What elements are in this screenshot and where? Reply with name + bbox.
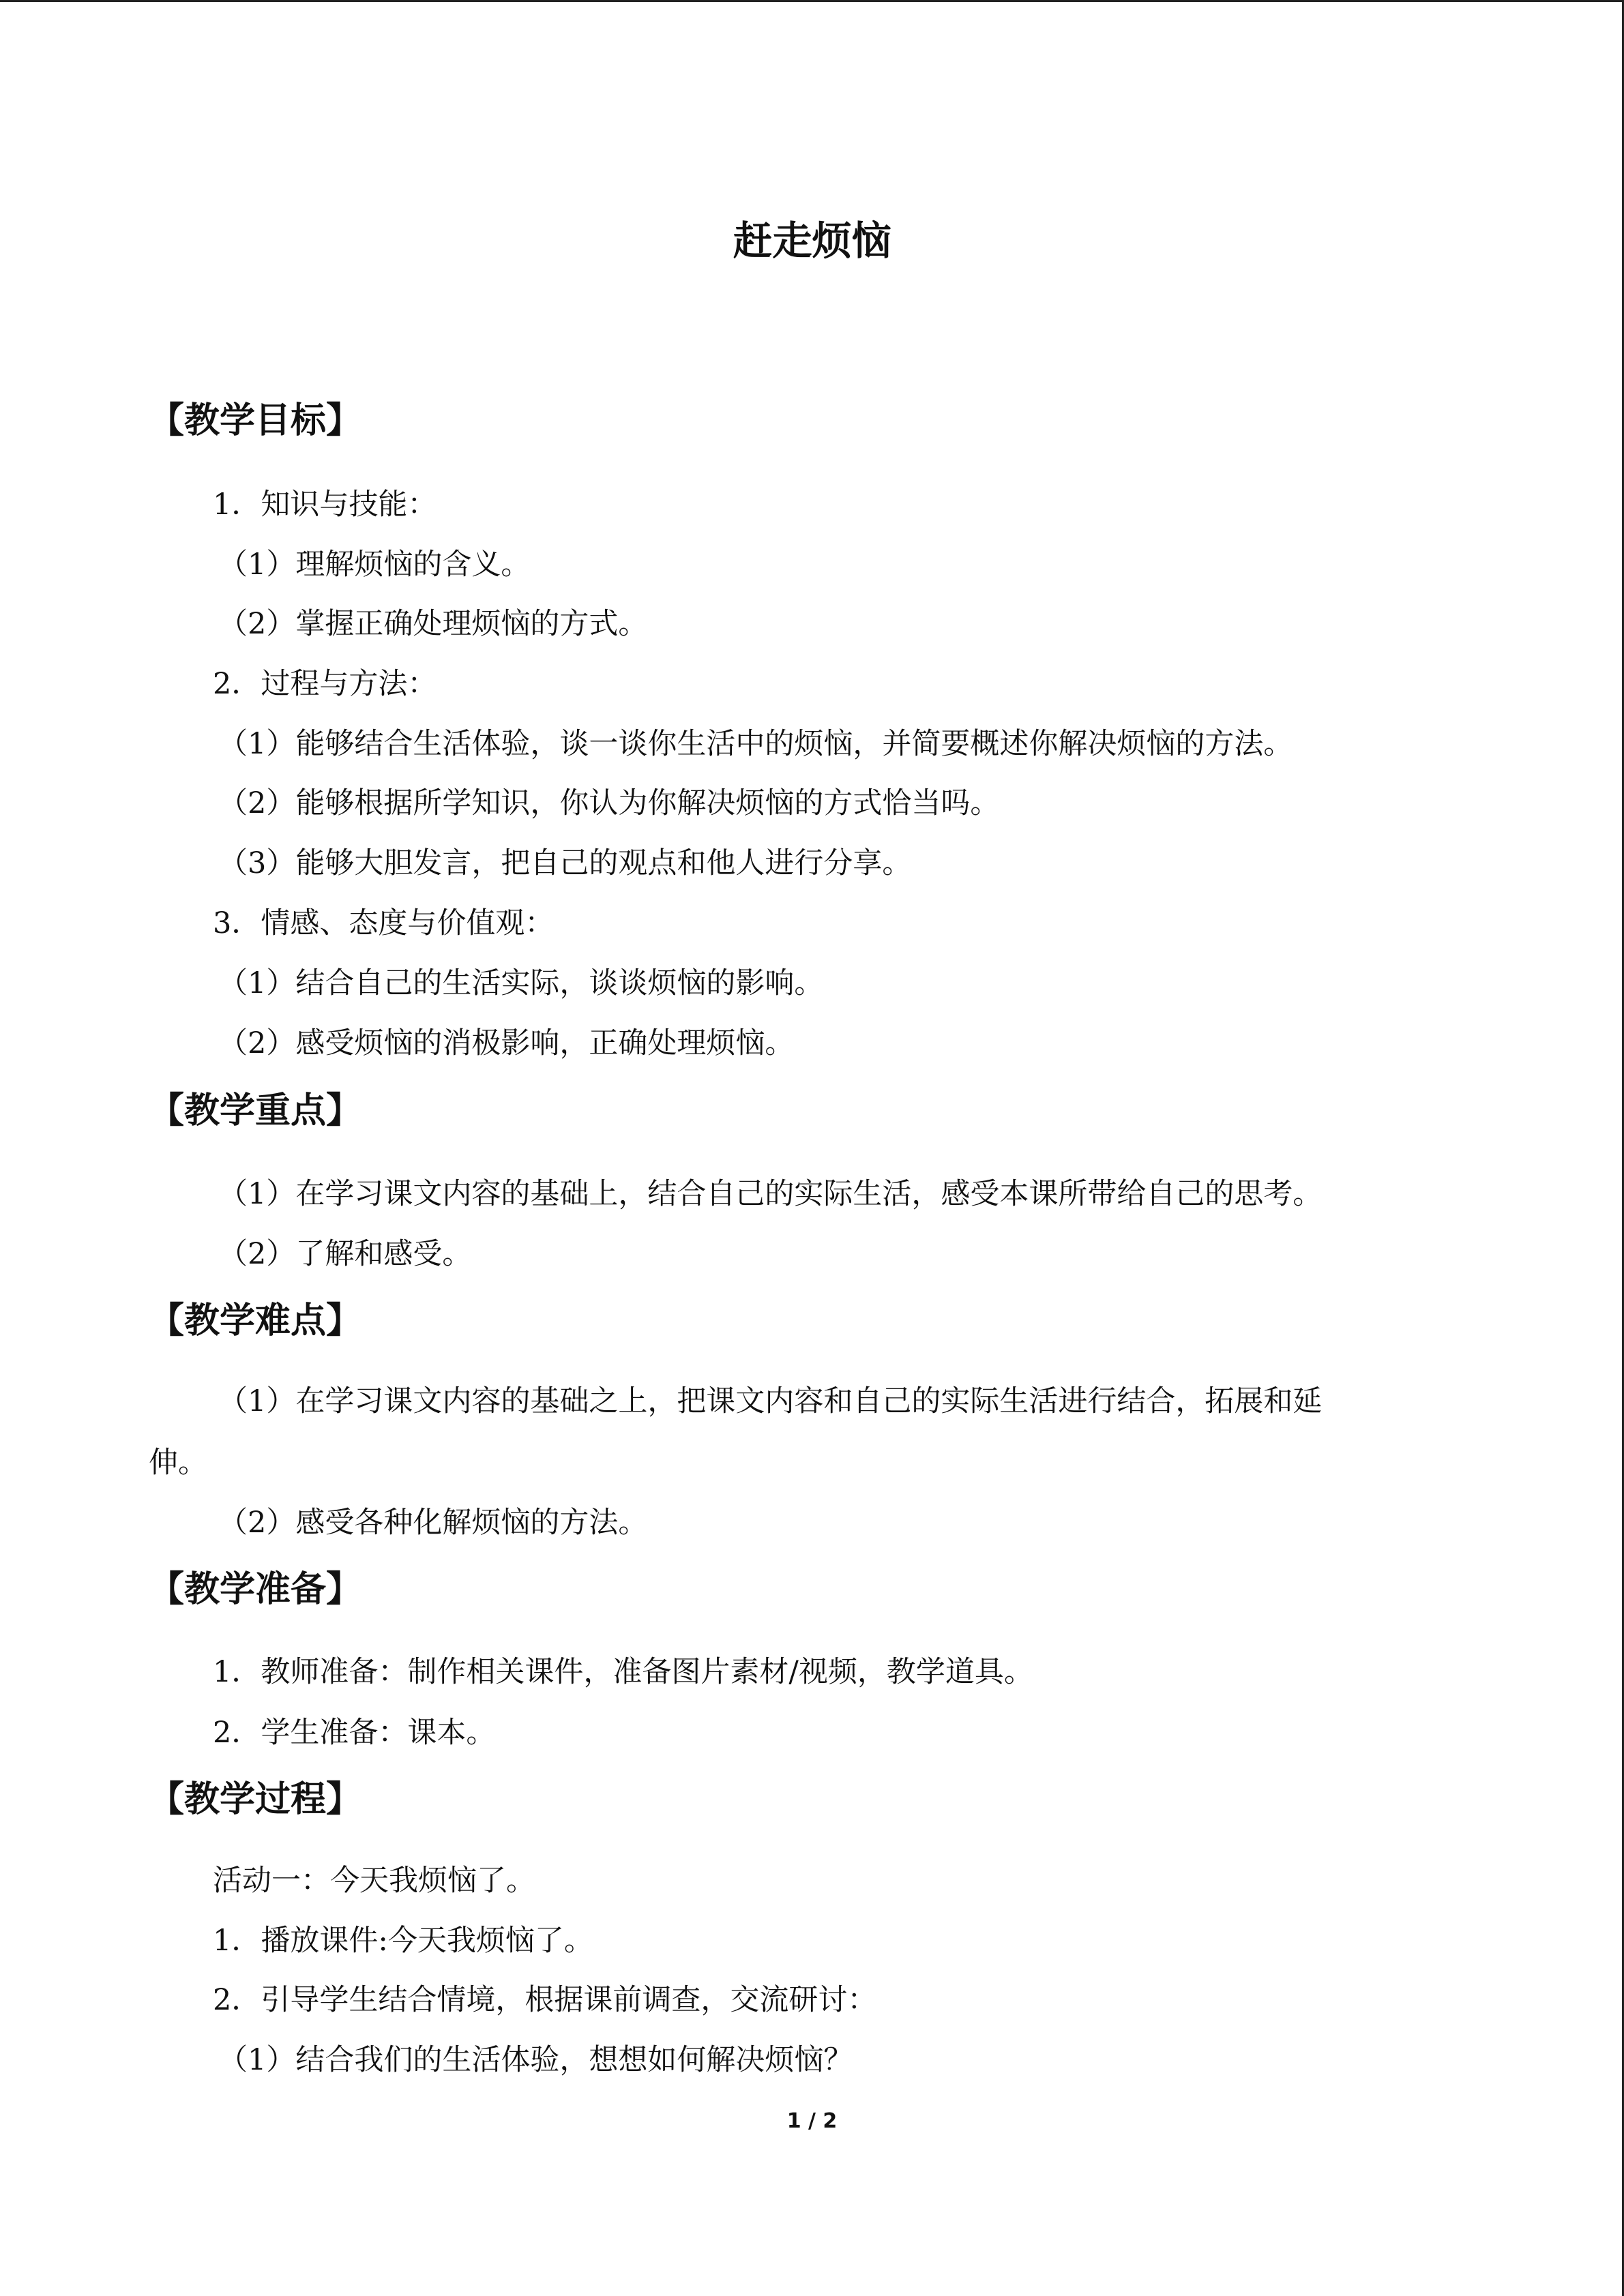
difficulty-line-3: （2）感受各种化解烦恼的方法。 — [218, 1506, 648, 1540]
objective-line-9: （1）结合自己的生活实际，谈谈烦恼的影响。 — [218, 966, 824, 1000]
key-point-line-2: （2）了解和感受。 — [218, 1237, 472, 1271]
objective-line-6: （2）能够根据所学知识，你认为你解决烦恼的方式恰当吗。 — [218, 786, 1000, 820]
process-line-2: 1．播放课件:今天我烦恼了。 — [213, 1924, 593, 1958]
page-number: 1 / 2 — [786, 2109, 838, 2133]
objective-line-4: 2．过程与方法： — [213, 667, 437, 701]
section-heading-difficulties: 【教学难点】 — [149, 1300, 362, 1341]
objective-line-2: （1）理解烦恼的含义。 — [218, 548, 531, 582]
objective-line-5: （1）能够结合生活体验，谈一谈你生活中的烦恼，并简要概述你解决烦恼的方法。 — [218, 727, 1293, 761]
section-heading-preparation: 【教学准备】 — [149, 1569, 362, 1610]
objective-line-1: 1．知识与技能： — [213, 488, 437, 522]
process-line-1: 活动一：今天我烦恼了。 — [213, 1864, 535, 1898]
difficulty-line-1: （1）在学习课文内容的基础之上，把课文内容和自己的实际生活进行结合，拓展和延 — [218, 1384, 1323, 1418]
section-heading-objectives: 【教学目标】 — [149, 400, 362, 441]
key-point-line-1: （1）在学习课文内容的基础上，结合自己的实际生活，感受本课所带给自己的思考。 — [218, 1177, 1323, 1211]
objective-line-8: 3．情感、态度与价值观： — [213, 906, 555, 940]
process-line-4: （1）结合我们的生活体验，想想如何解决烦恼？ — [218, 2043, 853, 2077]
objective-line-3: （2）掌握正确处理烦恼的方式。 — [218, 607, 648, 641]
section-heading-key-points: 【教学重点】 — [149, 1090, 362, 1131]
process-line-3: 2．引导学生结合情境，根据课前调查，交流研讨： — [213, 1983, 877, 2017]
objective-line-10: （2）感受烦恼的消极影响，正确处理烦恼。 — [218, 1026, 795, 1060]
difficulty-line-2: 伸。 — [149, 1446, 207, 1480]
section-heading-process: 【教学过程】 — [149, 1779, 362, 1820]
document-title: 赶走烦恼 — [733, 218, 891, 264]
preparation-line-1: 1．教师准备：制作相关课件，准备图片素材/视频，教学道具。 — [213, 1655, 1033, 1689]
objective-line-7: （3）能够大胆发言，把自己的观点和他人进行分享。 — [218, 846, 912, 880]
preparation-line-2: 2．学生准备：课本。 — [213, 1716, 496, 1750]
